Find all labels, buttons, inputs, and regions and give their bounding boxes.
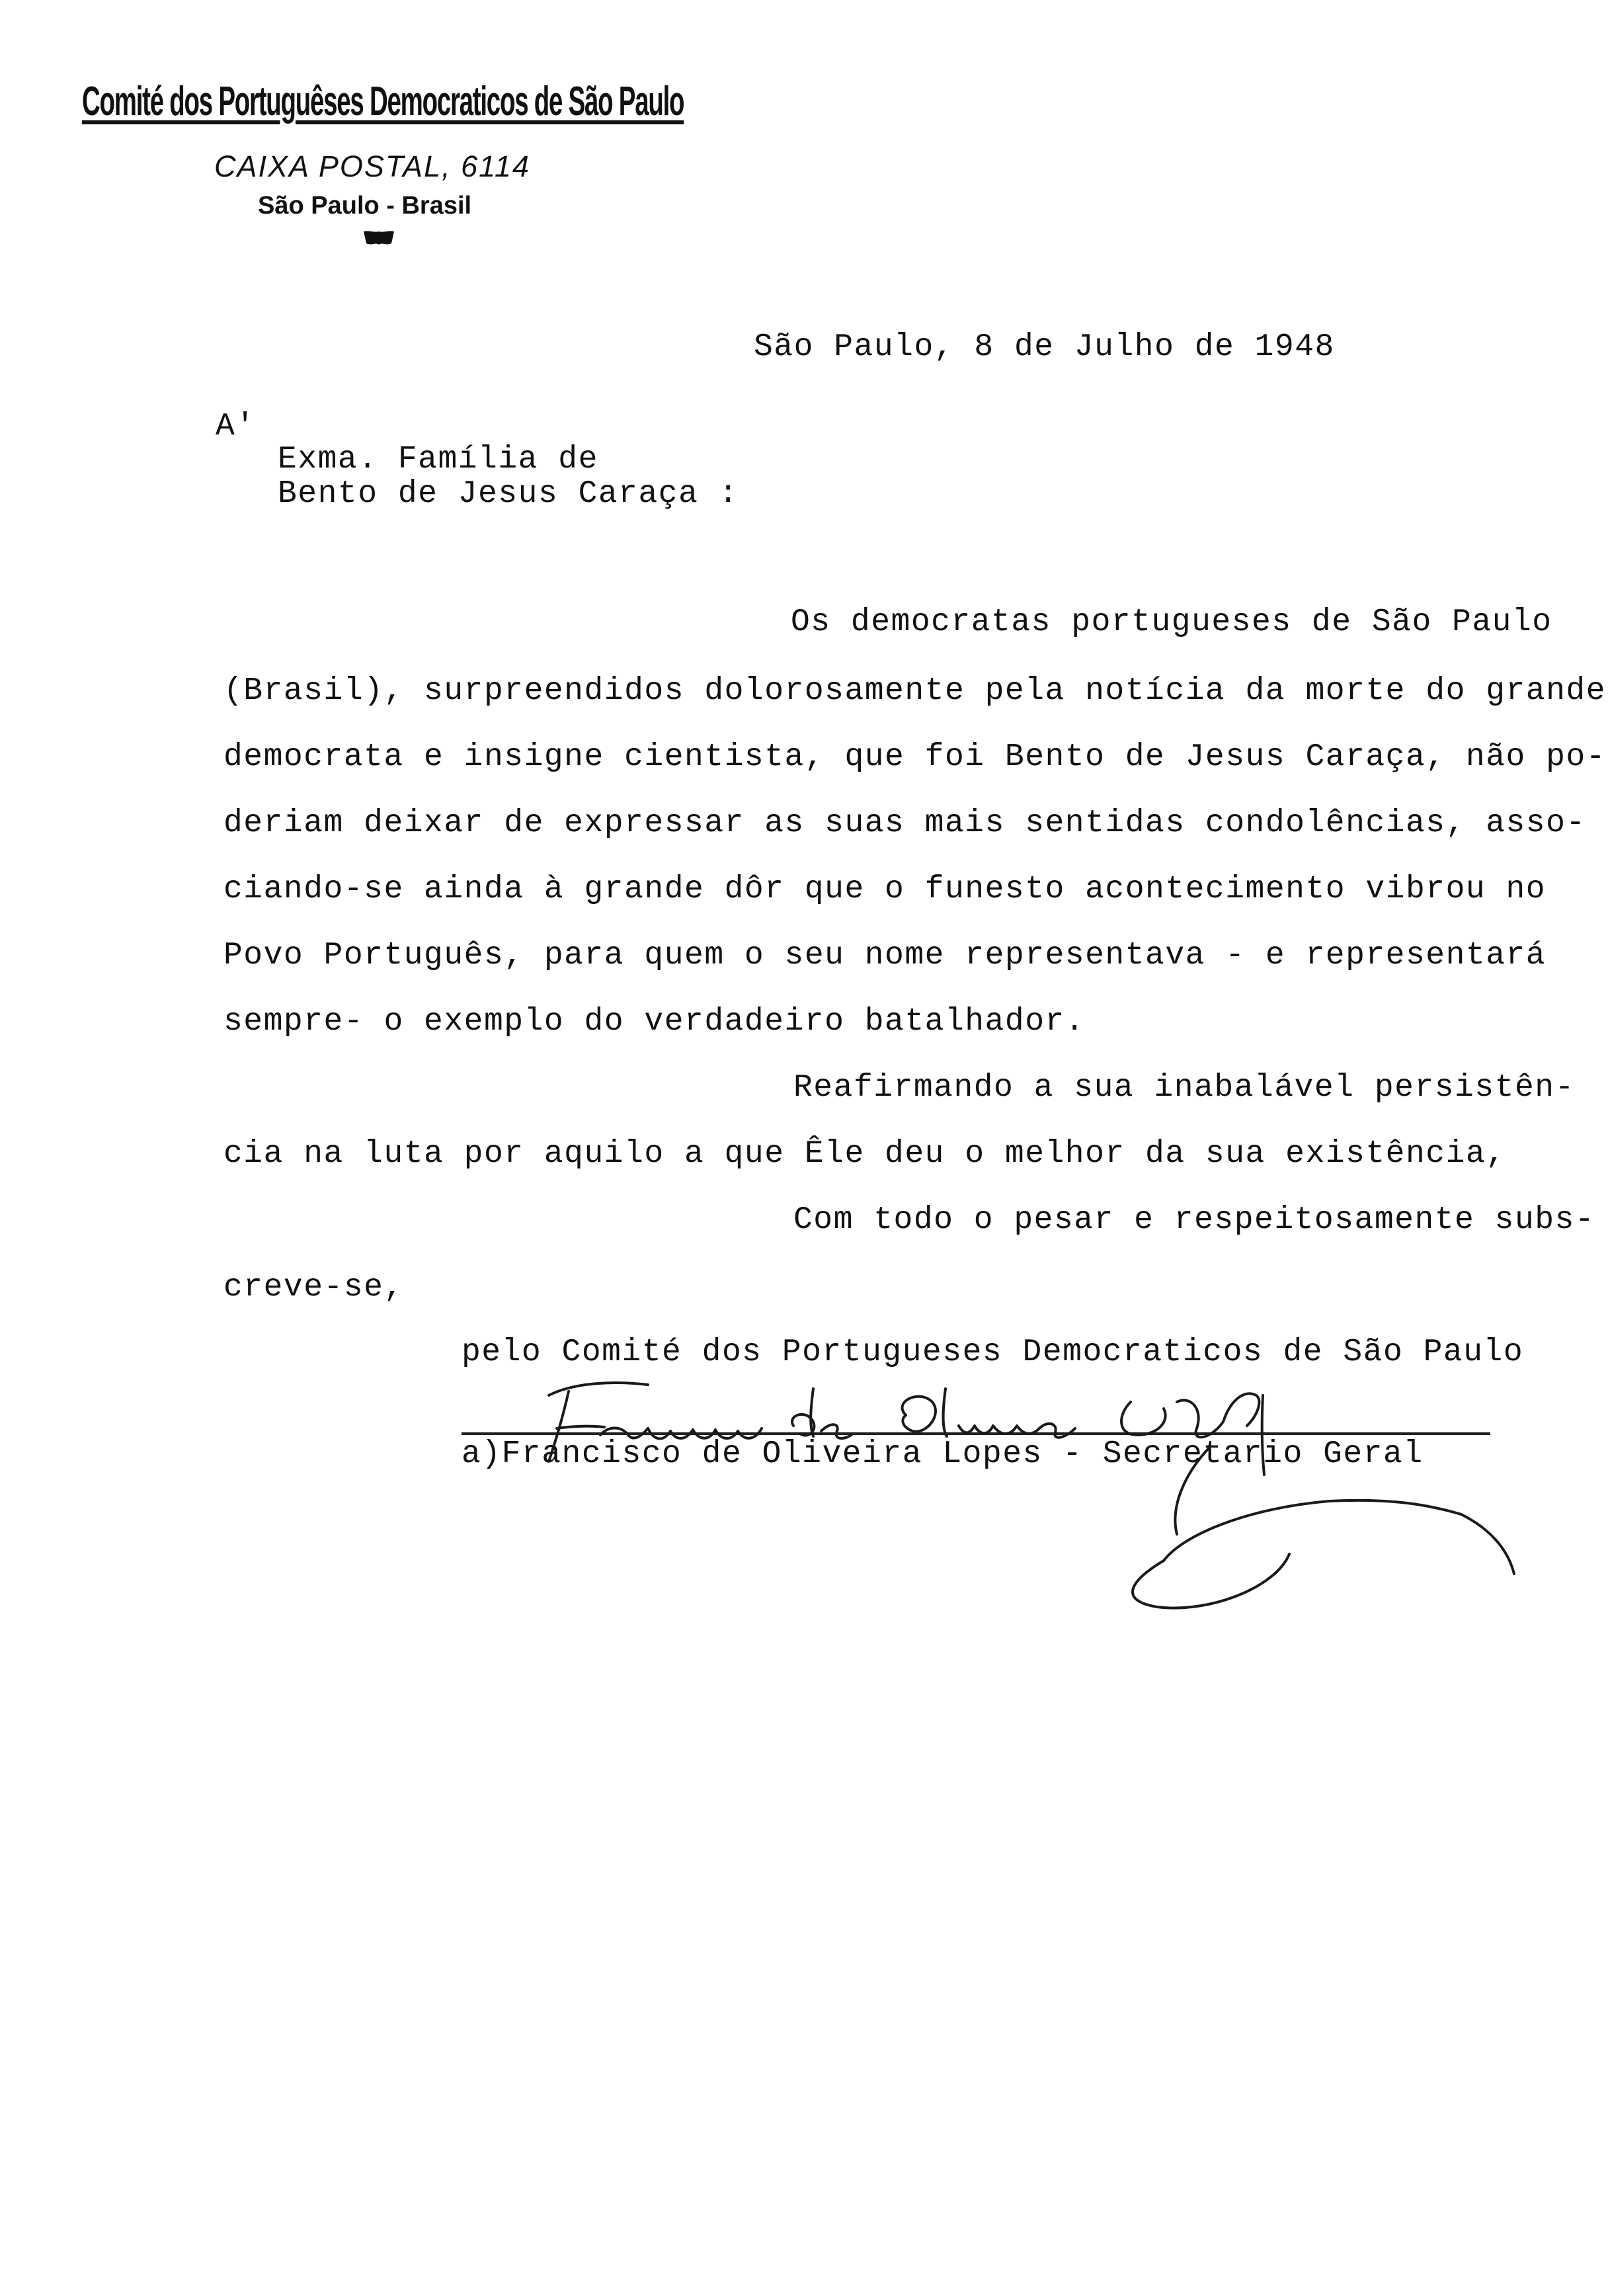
body-line: sempre- o exemplo do verdadeiro batalhador.	[223, 1004, 1086, 1040]
paragraph-3-line-1: Com todo o pesar e respeitosamente subs-	[793, 1202, 1595, 1238]
recipient-line-1: Exma. Família de	[278, 442, 598, 477]
body-line: ciando-se ainda à grande dôr que o funesto acontecimento vibrou no	[223, 872, 1547, 907]
body-line: democrata e insigne cientista, que foi Bento de Jesus Caraça, não po-	[223, 739, 1607, 775]
letterhead-postal-box: CAIXA POSTAL, 6114	[214, 149, 530, 183]
body-line: Povo Português, para quem o seu nome representava - e representará	[223, 938, 1547, 973]
signatory-line: a)Francisco de Oliveira Lopes - Secretario Geral	[462, 1436, 1424, 1472]
paragraph-2-line-1: Reafirmando a sua inabalável persistên-	[793, 1070, 1575, 1106]
letterhead-organization: Comité dos Portuguêses Democraticos de São Paulo	[82, 79, 684, 124]
letter-date: São Paulo, 8 de Julho de 1948	[754, 329, 1335, 365]
body-line: Os democratas portugueses de São Paulo	[791, 604, 1552, 640]
ornament-icon	[362, 229, 395, 247]
recipient-line-2: Bento de Jesus Caraça :	[278, 476, 739, 512]
letterhead-city: São Paulo - Brasil	[258, 192, 472, 220]
paragraph-3-line-2: creve-se,	[223, 1270, 404, 1305]
body-line: (Brasil), surpreendidos dolorosamente pela notícia da morte do grande	[223, 673, 1607, 709]
salutation-prefix: A'	[216, 409, 256, 444]
paragraph-2-line-2: cia na luta por aquilo a que Êle deu o melhor da sua existência,	[223, 1136, 1506, 1172]
body-line: deriam deixar de expressar as suas mais sentidas condolências, asso-	[223, 805, 1586, 841]
closing-line: pelo Comité dos Portugueses Democraticos de São Paulo	[462, 1334, 1524, 1370]
handwritten-signature	[522, 1362, 1527, 1614]
